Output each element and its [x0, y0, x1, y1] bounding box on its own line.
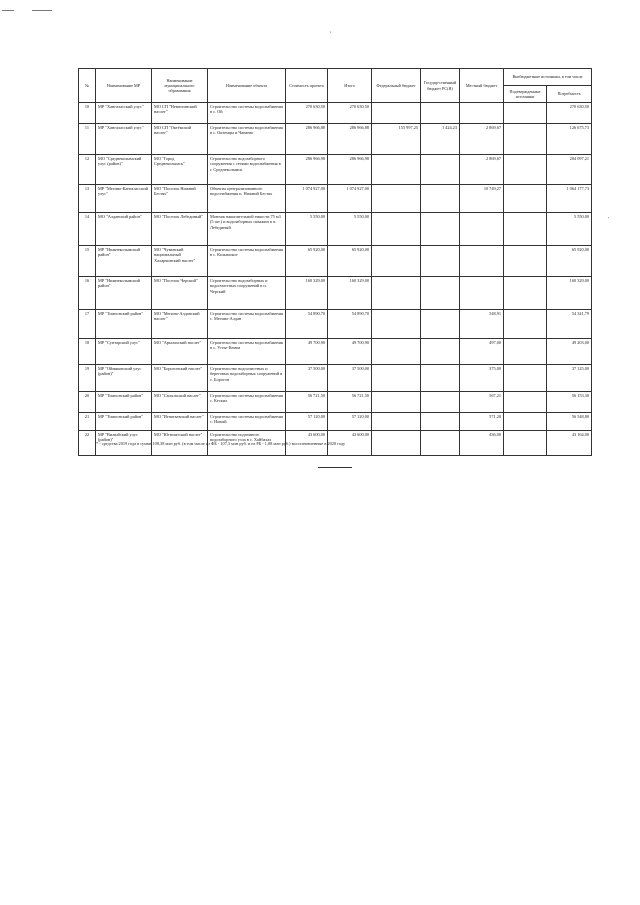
cell-state [421, 431, 460, 456]
cell-total: 65 920,00 [328, 246, 372, 277]
cell-idx: 20 [79, 392, 96, 413]
cell-fed: 155 997,25 [372, 124, 421, 155]
table-row [79, 185, 592, 213]
cell-object: Строительство системы водоснабжения в с. Колымское [208, 246, 286, 277]
cell-total: 270 630,50 [328, 103, 372, 124]
cell-cost: 49 700,90 [286, 339, 328, 365]
cell-cost: 160 329,00 [286, 277, 328, 310]
cell-local [460, 103, 504, 124]
cell-object: Строительство водозаборного сооружения с сетями водоснабжения в г. Среднеколымск [208, 155, 286, 185]
cell-object: Строительство системы водоснабжения с. Кескил [208, 392, 286, 413]
cell-fed [372, 185, 421, 213]
cell-confirmed [504, 365, 547, 392]
cell-confirmed [504, 124, 547, 155]
cell-confirmed [504, 213, 547, 246]
cell-confirmed [504, 277, 547, 310]
header-need: Потребность [547, 86, 592, 103]
cell-mr: МР "Томпонский район" [96, 413, 152, 431]
cell-state [421, 103, 460, 124]
cell-mo: МО "Город Среднеколымск" [152, 155, 208, 185]
cell-need: 284 097,21 [547, 155, 592, 185]
cell-confirmed [504, 103, 547, 124]
cell-idx: 16 [79, 277, 96, 310]
cell-cost: 270 630,50 [286, 103, 328, 124]
cell-confirmed [504, 413, 547, 431]
cell-need: 270 630,50 [547, 103, 592, 124]
cell-idx: 13 [79, 185, 96, 213]
cell-local: 571,20 [460, 413, 504, 431]
cell-total: 5 550,00 [328, 213, 372, 246]
cell-mo: МО "Поселок Черский" [152, 277, 208, 310]
cell-total: 286 966,98 [328, 155, 372, 185]
cell-need: 160 329,00 [547, 277, 592, 310]
cell-need: 1 064 177,73 [547, 185, 592, 213]
cell-local [460, 213, 504, 246]
header-total: Итого [328, 69, 372, 103]
cell-object: Строительство подземного водозаборного узла в с. Хайбахах [208, 431, 286, 456]
cell-state [421, 185, 460, 213]
scan-speck: ' [608, 217, 610, 223]
cell-cost: 37 500,00 [286, 365, 328, 392]
cell-state [421, 310, 460, 339]
cell-need: 56 548,80 [547, 413, 592, 431]
table-row [79, 213, 592, 246]
cell-mo: МО "Сасыльский наслег" [152, 392, 208, 413]
cell-mr: МО "Среднеколымский улус (район)" [96, 155, 152, 185]
cell-cost: 43 600,00 [286, 431, 328, 456]
cell-need: 54 341,79 [547, 310, 592, 339]
cell-local: 548,91 [460, 310, 504, 339]
cell-total: 160 329,00 [328, 277, 372, 310]
cell-object: Строительство системы водоснабжения с. Мегино-Алдан [208, 310, 286, 339]
table-body [79, 103, 592, 456]
cell-object: Строительство водоочистных и береговых водозаборных сооружений в с. Борогон [208, 365, 286, 392]
cell-total: 37 500,00 [328, 365, 372, 392]
cell-idx: 21 [79, 413, 96, 431]
cell-mo: МО "Мегино-Алданский наслег" [152, 310, 208, 339]
table-row [79, 155, 592, 185]
cell-fed [372, 365, 421, 392]
cell-fed [372, 413, 421, 431]
cell-mr: МР "Вилюйский улус (район)" [96, 431, 152, 456]
cell-fed [372, 155, 421, 185]
cell-confirmed [504, 185, 547, 213]
cell-confirmed [504, 310, 547, 339]
cell-object: Объекты централизованного водоснабжения п. Нижний Бестях [208, 185, 286, 213]
cell-total: 43 600,00 [328, 431, 372, 456]
header-object: Наименование объекта [208, 69, 286, 103]
cell-mr: МР "Нижнеколымский район" [96, 277, 152, 310]
cell-cost: 65 920,00 [286, 246, 328, 277]
cell-state [421, 392, 460, 413]
scan-mark [32, 10, 52, 11]
table-row [79, 413, 592, 431]
cell-fed [372, 339, 421, 365]
cell-object: Строительство системы водоснабжения в с. Ой [208, 103, 286, 124]
cell-confirmed [504, 339, 547, 365]
cell-local: 375,00 [460, 365, 504, 392]
cell-idx: 17 [79, 310, 96, 339]
cell-cost: 286 966,88 [286, 124, 328, 155]
cell-mo: МО СП "Немюгинский наслег" [152, 103, 208, 124]
cell-state [421, 413, 460, 431]
cell-fed [372, 392, 421, 413]
cell-cost: 286 966,98 [286, 155, 328, 185]
cell-local: 2 869,67 [460, 155, 504, 185]
cell-mr: МР "Хангаласский улус" [96, 124, 152, 155]
cell-total: 56 721,50 [328, 392, 372, 413]
cell-idx: 12 [79, 155, 96, 185]
table-row [79, 277, 592, 310]
cell-local: 10 749,27 [460, 185, 504, 213]
cell-confirmed [504, 155, 547, 185]
cell-mr: МР "Мегино-Кангаласский улус" [96, 185, 152, 213]
table-row [79, 103, 592, 124]
cell-mo: МО "Поселок Лебединый" [152, 213, 208, 246]
cell-confirmed [504, 246, 547, 277]
table-row [79, 124, 592, 155]
header-cost: Стоимость проекта [286, 69, 328, 103]
table-row [79, 365, 592, 392]
cell-local: 567,21 [460, 392, 504, 413]
cell-state [421, 339, 460, 365]
cell-need: 56 153,30 [547, 392, 592, 413]
cell-mr: МР "Оймяконский улус (район)" [96, 365, 152, 392]
cell-mr: МР "Томпонский район" [96, 392, 152, 413]
header-mr: Наименование МР [96, 69, 152, 103]
footnote: * - средства 2019 года в сумме 108,38 млн руб. (в том числе из ФБ - 107,3 млн руб. и из РБ - 1,08 млн руб.) восстановленные в 2020 году [96, 441, 346, 446]
cell-mr: МР "Сунтарский улус" [96, 339, 152, 365]
cell-mo: МО "Поселок Нижний Бестях" [152, 185, 208, 213]
cell-object: Строительство системы водоснабжения с. Новый [208, 413, 286, 431]
cell-idx: 11 [79, 124, 96, 155]
cell-mo: МО "Арылахский наслег" [152, 339, 208, 365]
cell-idx: 15 [79, 246, 96, 277]
cell-confirmed [504, 392, 547, 413]
scan-mark [2, 10, 14, 11]
cell-object: Монтаж накопительной емкости 75 м3 (5 шт.) и водозаборных скважин в п. Лебединый [208, 213, 286, 246]
cell-local [460, 277, 504, 310]
cell-fed [372, 213, 421, 246]
cell-mo: МО "Борогонский наслег" [152, 365, 208, 392]
cell-mr: МР "Нижнеколымский район" [96, 246, 152, 277]
cell-mr: МР "Томпонский район" [96, 310, 152, 339]
cell-local: 436,00 [460, 431, 504, 456]
cell-fed [372, 103, 421, 124]
cell-idx: 18 [79, 339, 96, 365]
table-row [79, 246, 592, 277]
cell-mo: МО "Югюлятский наслег" [152, 431, 208, 456]
cell-idx: 14 [79, 213, 96, 246]
header-mo: Наименование муниципального образования [152, 69, 208, 103]
cell-cost: 56 721,50 [286, 392, 328, 413]
cell-local [460, 246, 504, 277]
cell-fed [372, 277, 421, 310]
cell-cost: 1 074 927,00 [286, 185, 328, 213]
end-rule [318, 467, 352, 468]
cell-local: 2 869,67 [460, 124, 504, 155]
header-extra: Внебюджетные источники, в том числе [504, 69, 592, 86]
cell-need: 37 125,00 [547, 365, 592, 392]
cell-mo: МО "Игнатьевский наслег" [152, 413, 208, 431]
cell-object: Строительство системы водоснабжения в с. Устье-Кемпа [208, 339, 286, 365]
cell-mo: МО СП "Октёмский наслег" [152, 124, 208, 155]
cell-object: Строительство водозаборных и водоочистных сооружений в п. Черский [208, 277, 286, 310]
cell-total: 49 700,90 [328, 339, 372, 365]
header-idx: № [79, 69, 96, 103]
cell-cost: 57 120,00 [286, 413, 328, 431]
cell-total: 54 890,70 [328, 310, 372, 339]
cell-cost: 54 890,70 [286, 310, 328, 339]
table-row [79, 392, 592, 413]
header-fed: Федеральный бюджет [372, 69, 421, 103]
cell-need: 126 675,73 [547, 124, 592, 155]
cell-fed [372, 246, 421, 277]
cell-total: 286 966,88 [328, 124, 372, 155]
cell-fed [372, 431, 421, 456]
cell-mr: МР "Хангаласский улус" [96, 103, 152, 124]
cell-total: 1 074 927,00 [328, 185, 372, 213]
cell-need: 65 920,00 [547, 246, 592, 277]
cell-idx: 10 [79, 103, 96, 124]
cell-state: 1 424,23 [421, 124, 460, 155]
cell-mo: МО "Чуванский национальный Халарчинский наслег" [152, 246, 208, 277]
table-row [79, 310, 592, 339]
cell-confirmed [504, 431, 547, 456]
cell-need: 43 164,00 [547, 431, 592, 456]
cell-state [421, 246, 460, 277]
cell-idx: 22 [79, 431, 96, 456]
cell-need: 49 203,00 [547, 339, 592, 365]
cell-mr: МО "Алданский район" [96, 213, 152, 246]
cell-state [421, 365, 460, 392]
scan-speck: , [330, 28, 332, 34]
cell-cost: 5 550,00 [286, 213, 328, 246]
cell-state [421, 213, 460, 246]
cell-state [421, 155, 460, 185]
header-confirmed: Подтвержденные источники [504, 86, 547, 103]
cell-object: Строительство системы водоснабжения в с. Октемцы и Чапаево [208, 124, 286, 155]
funding-table [78, 68, 592, 456]
table-row [79, 339, 592, 365]
cell-local: 497,00 [460, 339, 504, 365]
header-local: Местный бюджет [460, 69, 504, 103]
cell-idx: 19 [79, 365, 96, 392]
cell-total: 57 120,00 [328, 413, 372, 431]
header-state: Государ-ственный бюджет РС(Я) [421, 69, 460, 103]
cell-state [421, 277, 460, 310]
cell-fed [372, 310, 421, 339]
cell-need: 5 550,00 [547, 213, 592, 246]
